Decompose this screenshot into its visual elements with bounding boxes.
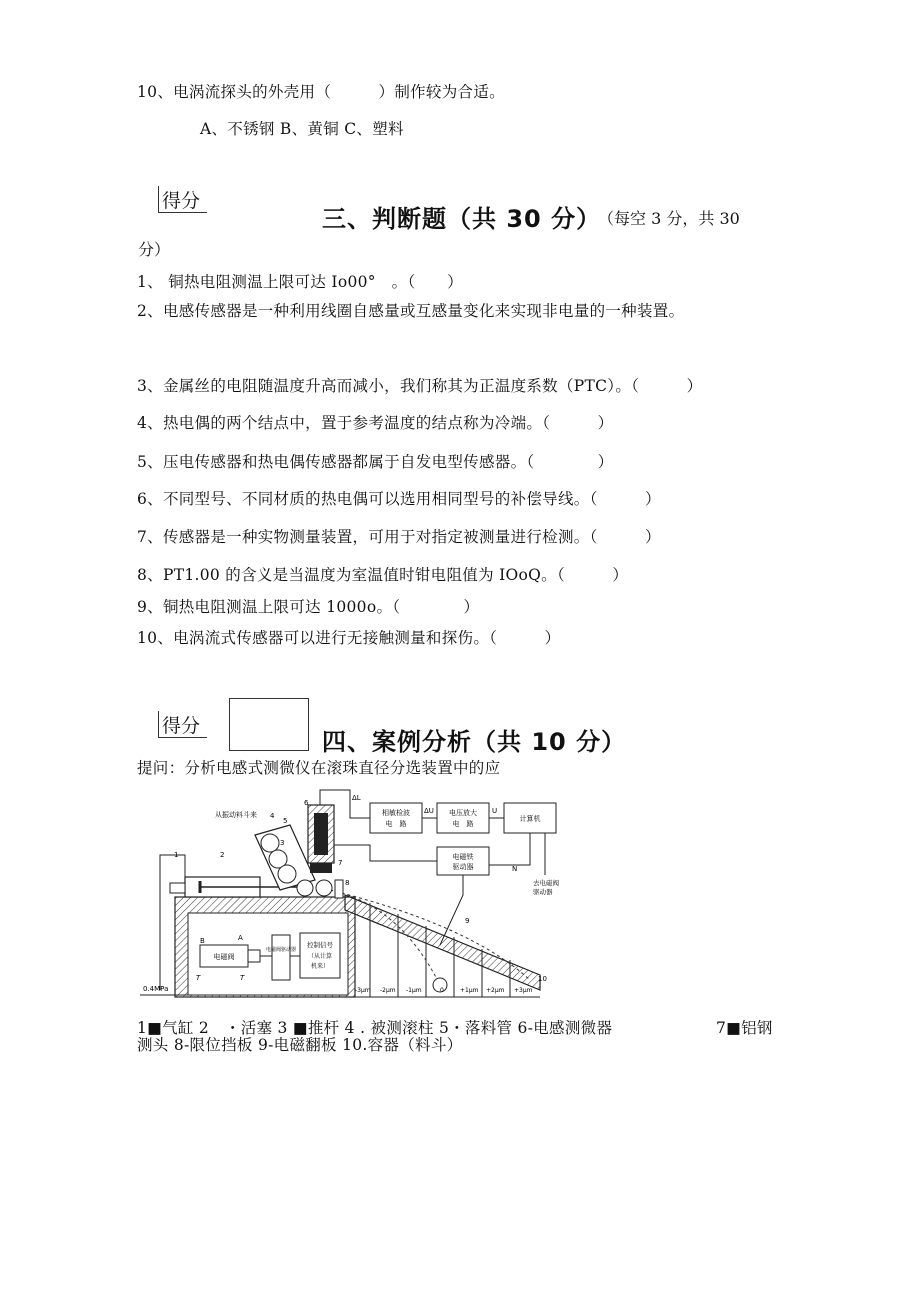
box-driver-label: 电磁铁 bbox=[452, 853, 474, 861]
score-box-section4 bbox=[158, 711, 207, 738]
svg-text:ΔL: ΔL bbox=[352, 794, 361, 802]
judge-item-3: 3、金属丝的电阻随温度升高而减小，我们称其为正温度系数（PTC）。（ ） bbox=[137, 377, 703, 395]
diagram-caption-line1: 1■气缸 2 ・活塞 3 ■推杆 4 . 被测滚柱 5・落料管 6-电感测微器 bbox=[137, 1019, 613, 1037]
svg-text:3: 3 bbox=[280, 839, 285, 847]
feed-label: 从振动料斗来 bbox=[215, 811, 257, 819]
svg-text:+1μm: +1μm bbox=[460, 987, 479, 994]
judge-item-10: 10、电涡流式传感器可以进行无接触测量和探伤。（ ） bbox=[137, 629, 561, 647]
judge-item-2: 2、电感传感器是一种利用线圈自感量或互感量变化来实现非电量的一种装置。 bbox=[137, 302, 685, 320]
svg-text:驱动器: 驱动器 bbox=[452, 863, 474, 871]
box-amp-label: 电压放大 bbox=[449, 809, 477, 817]
svg-text:-3μm: -3μm bbox=[355, 987, 371, 994]
section4-title: 四、案例分析（共 10 分） bbox=[322, 728, 627, 756]
svg-text:9: 9 bbox=[465, 917, 470, 925]
judge-item-1: 1、 铜热电阻测温上限可达 Io00° 。（ ） bbox=[137, 273, 463, 291]
score-entry-box[interactable] bbox=[229, 698, 309, 751]
svg-text:T: T bbox=[196, 974, 201, 982]
section3-subtitle-cont: 分） bbox=[138, 240, 171, 259]
svg-text:A: A bbox=[238, 934, 243, 942]
diagram-caption-right: 7■铝钢 bbox=[716, 1019, 773, 1037]
valve-driver-box bbox=[272, 935, 290, 980]
pressure-label: 0.4MPa bbox=[143, 985, 169, 993]
question-10-options: A、不锈钢 B、黄铜 C、塑料 bbox=[200, 120, 404, 138]
svg-text:B: B bbox=[200, 937, 205, 945]
svg-text:2: 2 bbox=[220, 851, 225, 859]
box-valve-label: 电磁阀 bbox=[213, 953, 235, 961]
section3-title: 三、判断题（共 30 分） bbox=[322, 205, 602, 233]
judge-item-5: 5、压电传感器和热电偶传感器都属于自发电型传感器。（ ） bbox=[137, 453, 614, 471]
svg-text:5: 5 bbox=[283, 817, 288, 825]
svg-text:U: U bbox=[492, 807, 498, 815]
svg-text:6: 6 bbox=[304, 799, 309, 807]
judge-item-7: 7、传感器是一种实物测量装置，可用于对指定被测量进行检测。（ ） bbox=[137, 528, 661, 546]
sorting-device-diagram bbox=[140, 785, 560, 1015]
score-box-section3 bbox=[158, 186, 207, 213]
svg-text:4: 4 bbox=[270, 812, 275, 820]
svg-text:7: 7 bbox=[338, 859, 343, 867]
judge-item-8: 8、PT1.00 的含义是当温度为室温值时钳电阻值为 IOoQ。（ ） bbox=[137, 566, 629, 584]
phase-detector-box bbox=[370, 803, 422, 833]
box-computer-label: 计算机 bbox=[519, 815, 541, 823]
svg-text:ΔU: ΔU bbox=[424, 807, 434, 815]
svg-text:8: 8 bbox=[345, 879, 350, 887]
svg-text:0: 0 bbox=[440, 987, 444, 994]
section3-subtitle: （每空 3 分，共 30 bbox=[598, 209, 740, 228]
judge-item-4: 4、热电偶的两个结点中，置于参考温度的结点称为冷端。（ ） bbox=[137, 414, 614, 432]
svg-text:控制信号: 控制信号 bbox=[307, 941, 333, 949]
svg-text:T: T bbox=[240, 974, 245, 982]
box-phase-label: 相敏检波 bbox=[382, 809, 410, 817]
svg-text:（从计算: （从计算 bbox=[307, 953, 333, 960]
svg-text:10: 10 bbox=[538, 975, 547, 983]
to-valve-label: 去电磁阀 bbox=[533, 879, 559, 887]
judge-item-6: 6、不同型号、不同材质的热电偶可以选用相同型号的补偿导线。（ ） bbox=[137, 490, 661, 508]
score-label: 得分 bbox=[162, 190, 201, 212]
svg-text:+2μm: +2μm bbox=[486, 987, 505, 994]
score-label: 得分 bbox=[162, 715, 201, 737]
diagram-caption-line2: 测头 8-限位挡板 9-电磁翻板 10.容器（料斗） bbox=[137, 1036, 463, 1054]
svg-text:+3μm: +3μm bbox=[514, 987, 533, 994]
svg-text:N: N bbox=[512, 865, 518, 873]
svg-text:1: 1 bbox=[174, 851, 179, 859]
svg-text:电 路: 电 路 bbox=[385, 820, 407, 828]
svg-text:-1μm: -1μm bbox=[406, 987, 422, 994]
svg-text:电磁阀驱动器: 电磁阀驱动器 bbox=[265, 947, 297, 953]
amplifier-box bbox=[437, 803, 489, 833]
svg-text:驱动器: 驱动器 bbox=[533, 888, 553, 896]
svg-text:电 路: 电 路 bbox=[452, 820, 474, 828]
judge-item-9: 9、铜热电阻测温上限可达 1000o。（ ） bbox=[137, 598, 480, 616]
chute bbox=[345, 895, 540, 990]
svg-text:机来）: 机来） bbox=[310, 963, 330, 970]
question-10: 10、电涡流探头的外壳用（ ）制作较为合适。 bbox=[137, 83, 505, 101]
case-question: 提问：分析电感式测微仪在滚珠直径分选装置中的应 bbox=[137, 759, 501, 777]
svg-text:-2μm: -2μm bbox=[380, 987, 396, 994]
